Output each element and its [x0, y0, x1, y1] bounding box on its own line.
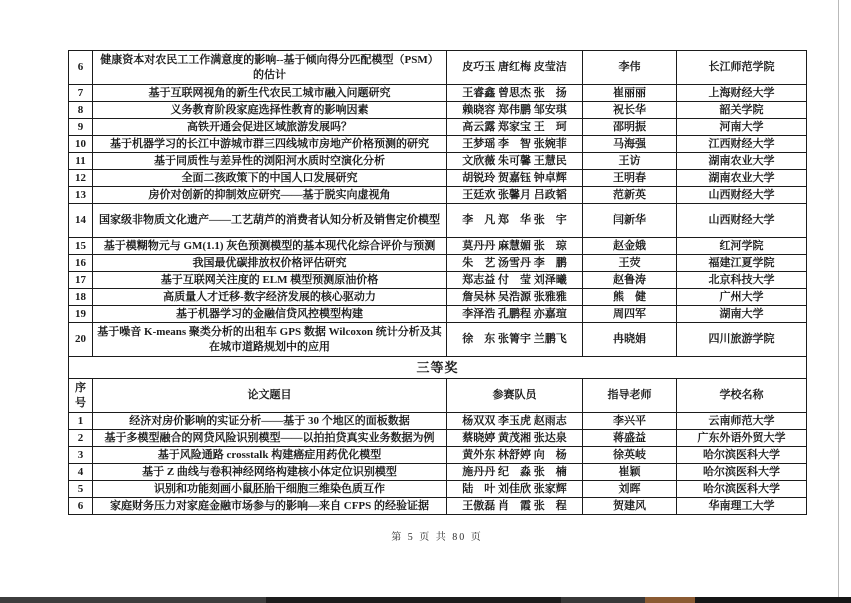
school-cell: 长江师范学院	[677, 51, 807, 85]
school-cell: 哈尔滨医科大学	[677, 447, 807, 464]
school-cell: 上海财经大学	[677, 85, 807, 102]
table-row	[69, 153, 807, 170]
paper-title-cell: 我国最优碳排放权价格评估研究	[93, 255, 447, 272]
advisor-cell: 王访	[583, 153, 677, 170]
school-cell: 广州大学	[677, 289, 807, 306]
page-number-footer: 第 5 页 共 80 页	[391, 532, 483, 543]
table-row	[69, 323, 807, 357]
row-number-cell: 7	[69, 85, 93, 102]
table-row	[69, 498, 807, 515]
members-cell: 蔡晓婷 黄茂湘 张达泉	[447, 430, 583, 447]
table-row	[69, 430, 807, 447]
advisor-cell: 李伟	[583, 51, 677, 85]
col-header-advisor: 指导老师	[583, 379, 677, 413]
members-cell: 施丹丹 纪 淼 张 楠	[447, 464, 583, 481]
paper-title-cell: 高质量人才迁移-数字经济发展的核心驱动力	[93, 289, 447, 306]
row-number-cell: 3	[69, 447, 93, 464]
paper-title-cell: 健康资本对农民工工作满意度的影响--基于倾向得分匹配模型（PSM）的估计	[93, 51, 447, 85]
advisor-cell: 祝长华	[583, 102, 677, 119]
page-right-edge	[838, 0, 839, 597]
section-title-row	[69, 357, 807, 379]
advisor-cell: 蒋盛益	[583, 430, 677, 447]
members-cell: 王傲磊 肖 霞 张 程	[447, 498, 583, 515]
school-cell: 韶关学院	[677, 102, 807, 119]
school-cell: 哈尔滨医科大学	[677, 464, 807, 481]
table-row	[69, 272, 807, 289]
table-row	[69, 187, 807, 204]
advisor-cell: 贺建风	[583, 498, 677, 515]
paper-title-cell: 识别和功能刻画小鼠胚胎干细胞三维染色质互作	[93, 481, 447, 498]
advisor-cell: 范新英	[583, 187, 677, 204]
table-row	[69, 204, 807, 238]
row-number-cell: 19	[69, 306, 93, 323]
table-row	[69, 51, 807, 85]
paper-title-cell: 基于多模型融合的网贷风险识别模型——以拍拍贷真实业务数据为例	[93, 430, 447, 447]
table-row	[69, 102, 807, 119]
table-row	[69, 306, 807, 323]
bottom-bar-segment	[561, 597, 645, 603]
row-number-cell: 17	[69, 272, 93, 289]
school-cell: 华南理工大学	[677, 498, 807, 515]
advisor-cell: 闫新华	[583, 204, 677, 238]
members-cell: 李泽浩 孔鹏程 亦嘉瑄	[447, 306, 583, 323]
table-row	[69, 464, 807, 481]
third-prize-rows	[69, 413, 807, 515]
school-cell: 红河学院	[677, 238, 807, 255]
table-row	[69, 413, 807, 430]
row-number-cell: 8	[69, 102, 93, 119]
advisor-cell: 周四军	[583, 306, 677, 323]
members-cell: 李 凡 郑 华 张 宇	[447, 204, 583, 238]
advisor-cell: 马海强	[583, 136, 677, 153]
school-cell: 四川旅游学院	[677, 323, 807, 357]
paper-title-cell: 全面二孩政策下的中国人口发展研究	[93, 170, 447, 187]
table-row	[69, 170, 807, 187]
row-number-cell: 15	[69, 238, 93, 255]
paper-title-cell: 基于 Z 曲线与卷积神经网络构建核小体定位识别模型	[93, 464, 447, 481]
members-cell: 陆 叶 刘佳欣 张家辉	[447, 481, 583, 498]
advisor-cell: 刘晖	[583, 481, 677, 498]
school-cell: 湖南大学	[677, 306, 807, 323]
table-row	[69, 119, 807, 136]
window-bottom-edge	[0, 597, 851, 603]
bottom-bar-segment	[645, 597, 695, 603]
row-number-cell: 6	[69, 51, 93, 85]
section-title-third-prize: 三等奖	[69, 357, 807, 379]
row-number-cell: 10	[69, 136, 93, 153]
members-cell: 王梦瑶 李 智 张婉菲	[447, 136, 583, 153]
advisor-cell: 崔颖	[583, 464, 677, 481]
row-number-cell: 9	[69, 119, 93, 136]
row-number-cell: 13	[69, 187, 93, 204]
school-cell: 广东外语外贸大学	[677, 430, 807, 447]
bottom-bar-segment	[0, 597, 266, 603]
members-cell: 杨双双 李玉虎 赵雨志	[447, 413, 583, 430]
advisor-cell: 徐英岐	[583, 447, 677, 464]
paper-title-cell: 经济对房价影响的实证分析——基于 30 个地区的面板数据	[93, 413, 447, 430]
advisor-cell: 李兴平	[583, 413, 677, 430]
members-cell: 胡锐玲 贺嘉钰 钟卓辉	[447, 170, 583, 187]
advisor-cell: 熊 健	[583, 289, 677, 306]
paper-title-cell: 国家级非物质文化遗产——工艺葫芦的消费者认知分析及销售定价模型	[93, 204, 447, 238]
row-number-cell: 11	[69, 153, 93, 170]
row-number-cell: 5	[69, 481, 93, 498]
table-row	[69, 289, 807, 306]
table-header-row	[69, 379, 807, 413]
paper-title-cell: 高铁开通会促进区域旅游发展吗？	[93, 119, 447, 136]
members-cell: 詹吴林 吴浩源 张雅雅	[447, 289, 583, 306]
members-cell: 朱 艺 汤雪丹 李 鹏	[447, 255, 583, 272]
bottom-bar-segment	[695, 597, 851, 603]
col-header-school: 学校名称	[677, 379, 807, 413]
members-cell: 徐 东 张箐宇 兰鹏飞	[447, 323, 583, 357]
members-cell: 王睿鑫 曾思杰 张 扬	[447, 85, 583, 102]
row-number-cell: 14	[69, 204, 93, 238]
col-header-number: 序号	[69, 379, 93, 413]
paper-title-cell: 基于风险通路 crosstalk 构建癌症用药优化模型	[93, 447, 447, 464]
members-cell: 黄外东 林舒婷 向 杨	[447, 447, 583, 464]
table-row	[69, 255, 807, 272]
row-number-cell: 4	[69, 464, 93, 481]
paper-title-cell: 基于噪音 K-means 聚类分析的出租车 GPS 数据 Wilcoxon 统计分析及其在城市道路规划中的应用	[93, 323, 447, 357]
advisor-cell: 王荧	[583, 255, 677, 272]
school-cell: 哈尔滨医科大学	[677, 481, 807, 498]
paper-title-cell: 基于互联网关注度的 ELM 模型预测原油价格	[93, 272, 447, 289]
advisor-cell: 冉晓娟	[583, 323, 677, 357]
paper-title-cell: 家庭财务压力对家庭金融市场参与的影响—来自 CFPS 的经验证据	[93, 498, 447, 515]
members-cell: 王廷欢 张馨月 吕政韬	[447, 187, 583, 204]
school-cell: 江西财经大学	[677, 136, 807, 153]
row-number-cell: 12	[69, 170, 93, 187]
advisor-cell: 王明春	[583, 170, 677, 187]
row-number-cell: 2	[69, 430, 93, 447]
table-header-body	[69, 379, 807, 413]
paper-title-cell: 基于同质性与差异性的浏阳河水质时空演化分析	[93, 153, 447, 170]
paper-title-cell: 基于模糊物元与 GM(1.1) 灰色预测模型的基本现代化综合评价与预测	[93, 238, 447, 255]
row-number-cell: 1	[69, 413, 93, 430]
members-cell: 文欣薇 朱可馨 王慧民	[447, 153, 583, 170]
members-cell: 皮巧玉 唐红梅 皮莹洁	[447, 51, 583, 85]
bottom-bar-segment	[266, 597, 561, 603]
advisor-cell: 赵金娥	[583, 238, 677, 255]
school-cell: 湖南农业大学	[677, 170, 807, 187]
section-title-body	[69, 357, 807, 379]
table-row	[69, 447, 807, 464]
members-cell: 莫丹丹 麻慧媚 张 琼	[447, 238, 583, 255]
members-cell: 赖晓容 郑伟鹏 邹安琪	[447, 102, 583, 119]
paper-title-cell: 基于互联网视角的新生代农民工城市融入问题研究	[93, 85, 447, 102]
paper-title-cell: 基于机器学习的金融信贷风控模型构建	[93, 306, 447, 323]
col-header-members: 参赛队员	[447, 379, 583, 413]
school-cell: 北京科技大学	[677, 272, 807, 289]
table-row	[69, 85, 807, 102]
table-row	[69, 481, 807, 498]
school-cell: 河南大学	[677, 119, 807, 136]
col-header-paper-title: 论文题目	[93, 379, 447, 413]
table-row	[69, 238, 807, 255]
advisor-cell: 崔丽丽	[583, 85, 677, 102]
row-number-cell: 16	[69, 255, 93, 272]
paper-title-cell: 基于机器学习的长江中游城市群三四线城市房地产价格预测的研究	[93, 136, 447, 153]
school-cell: 福建江夏学院	[677, 255, 807, 272]
row-number-cell: 18	[69, 289, 93, 306]
school-cell: 山西财经大学	[677, 204, 807, 238]
row-number-cell: 6	[69, 498, 93, 515]
school-cell: 云南师范大学	[677, 413, 807, 430]
table-row	[69, 136, 807, 153]
paper-title-cell: 房价对创新的抑制效应研究——基于脱实向虚视角	[93, 187, 447, 204]
paper-title-cell: 义务教育阶段家庭选择性教育的影响因素	[93, 102, 447, 119]
awards-table	[68, 50, 807, 515]
school-cell: 山西财经大学	[677, 187, 807, 204]
school-cell: 湖南农业大学	[677, 153, 807, 170]
advisor-cell: 邵明振	[583, 119, 677, 136]
members-cell: 郑志益 付 莹 刘泽曦	[447, 272, 583, 289]
members-cell: 高云露 郑家宝 王 珂	[447, 119, 583, 136]
advisor-cell: 赵鲁涛	[583, 272, 677, 289]
second-prize-continued-rows	[69, 51, 807, 357]
row-number-cell: 20	[69, 323, 93, 357]
